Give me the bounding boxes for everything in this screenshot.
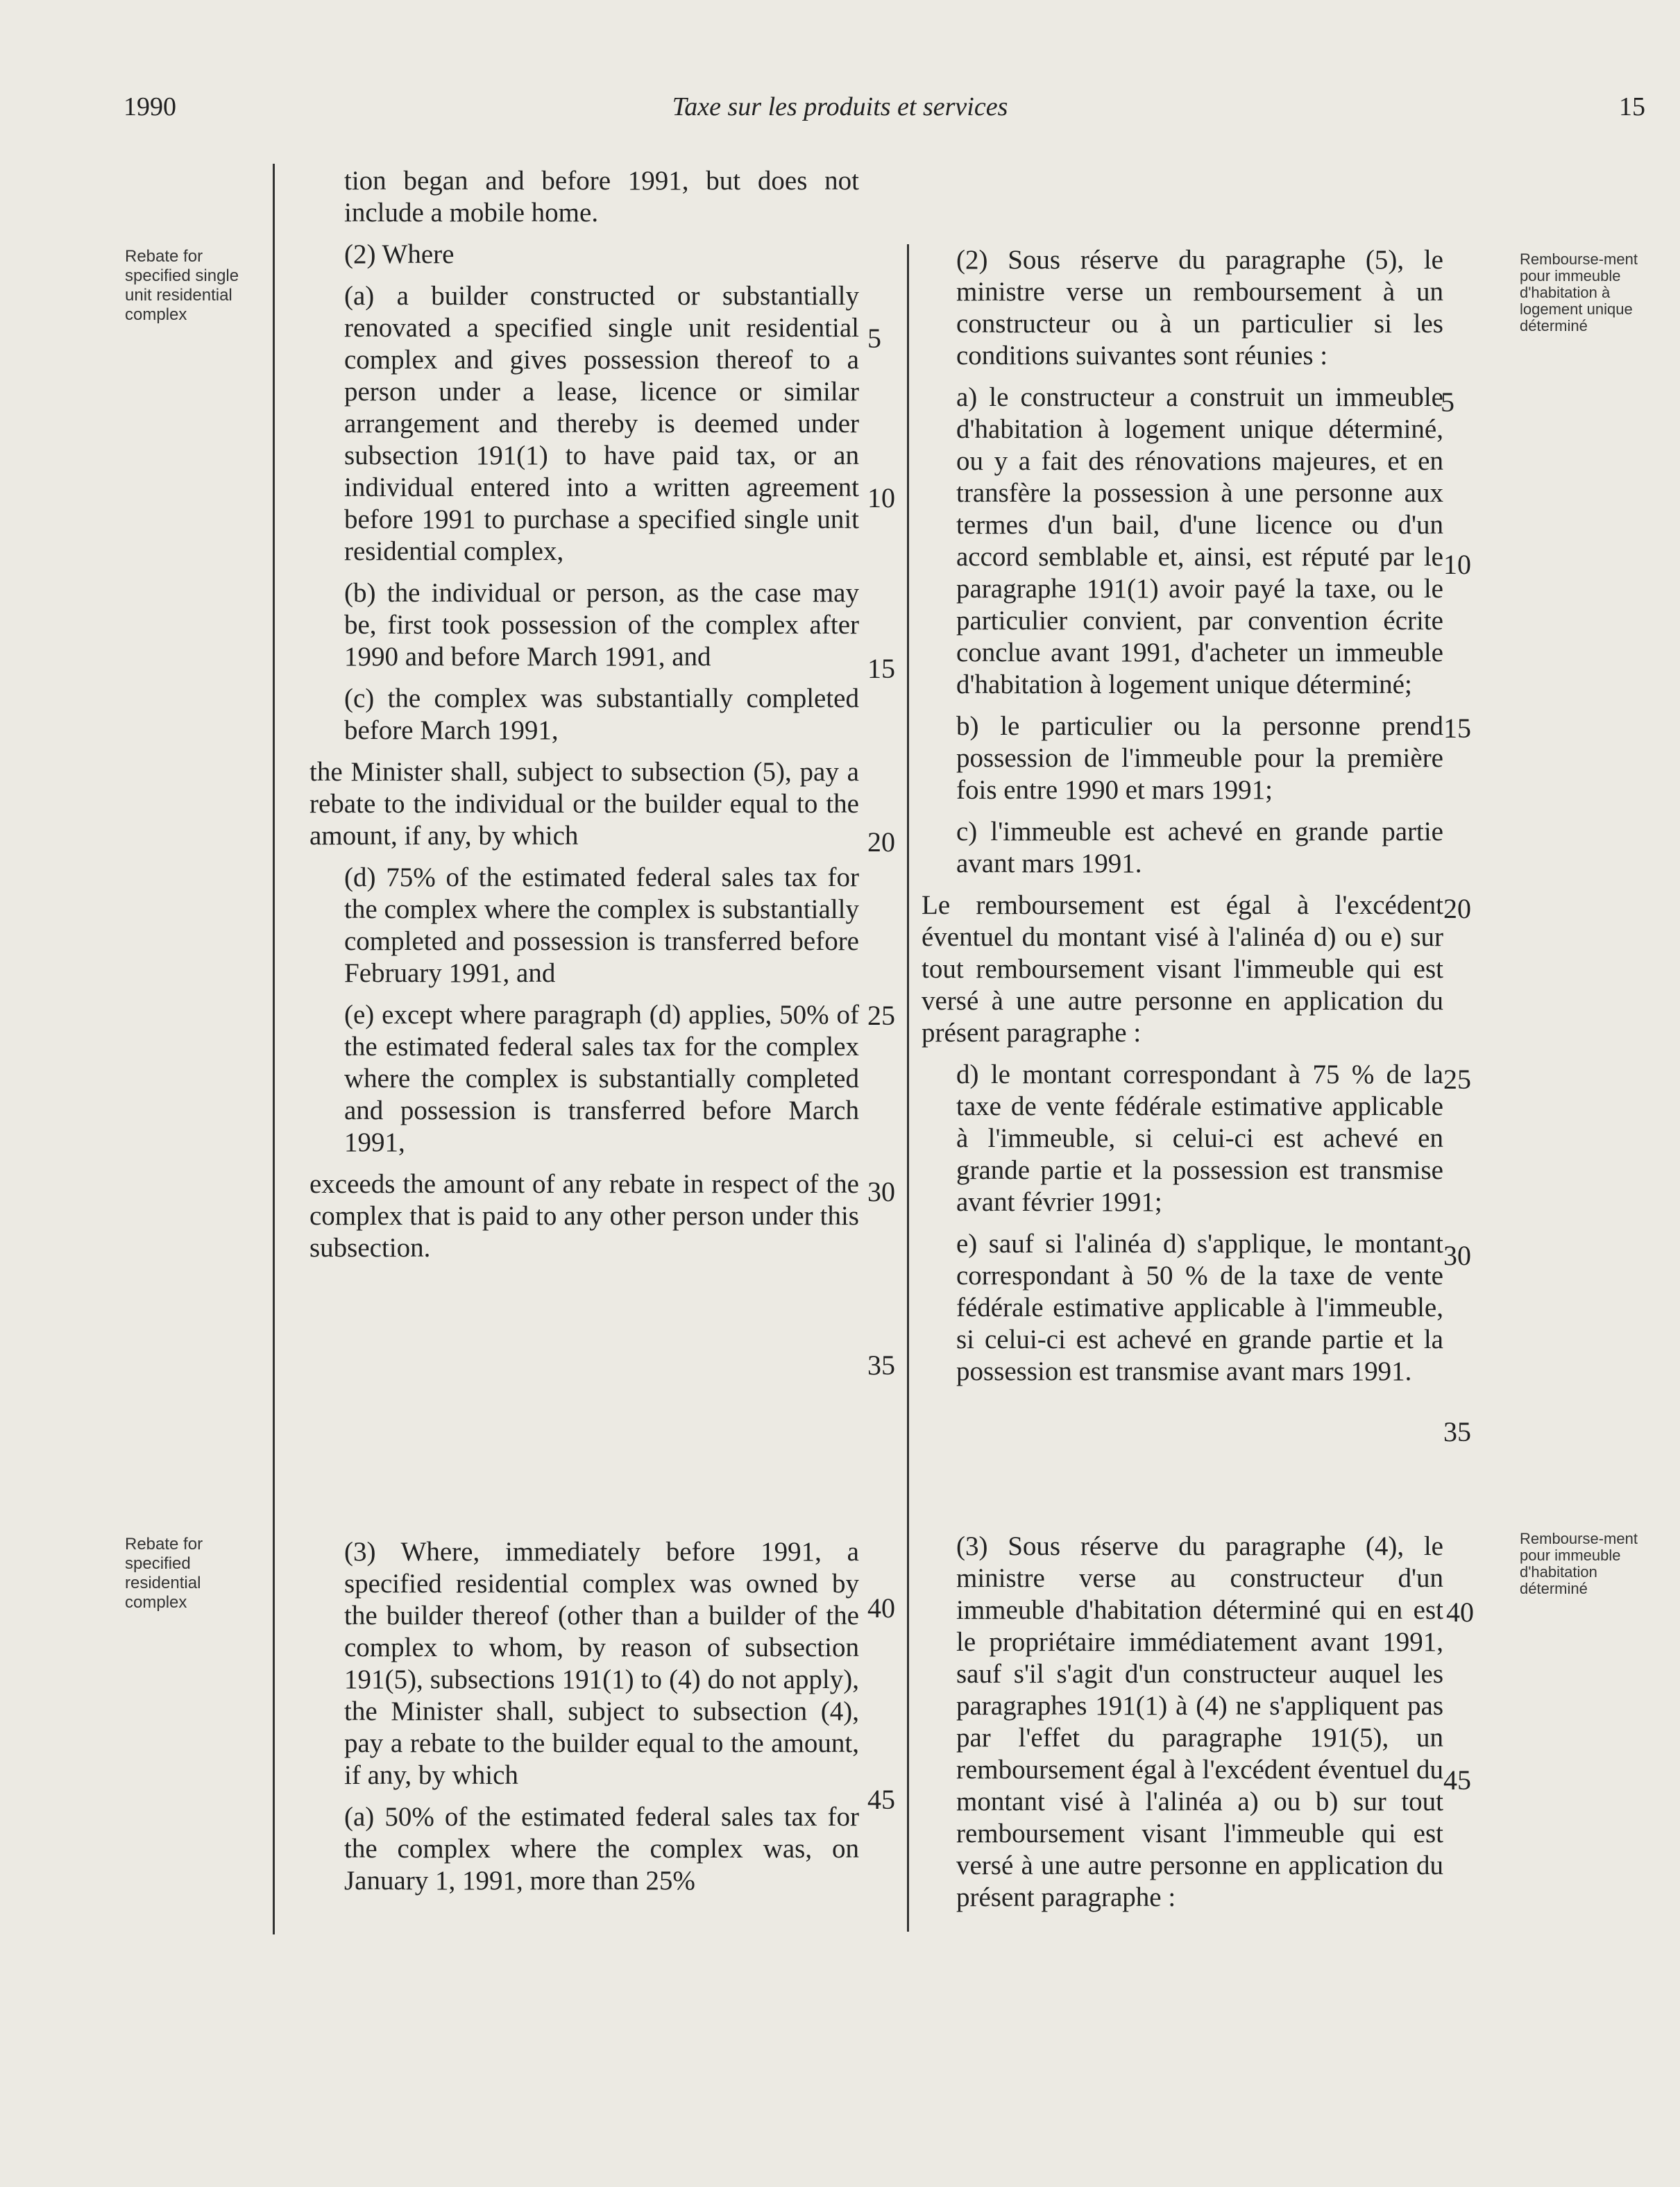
left-column-rule xyxy=(273,164,275,1934)
en-paragraph-2: (a) a builder constructed or substantially renovated a specified single unit residential complex and gives possession thereof to a person under a lease, licence or similar arrangement and thereby is deemed under subsection 191(1) to have paid tax, or an individual entered into a written agreement before 1991 to purchase a specified single unit residential complex, xyxy=(344,281,859,566)
en-paragraph-7: (e) except where paragraph (d) applies, 50% of the estimated federal sales tax for the complex where the complex is substantially completed and possession is transferred before March 1991, xyxy=(344,1000,859,1157)
line-number-fr: 45 xyxy=(1443,1764,1471,1796)
en-paragraph-0: tion began and before 1991, but does not include a mobile home. xyxy=(344,166,859,228)
english-column-part-2 xyxy=(344,1536,859,1907)
line-number-en: 10 xyxy=(867,482,895,513)
fr-paragraph-1: (2) Sous réserve du paragraphe (5), le ministre verse un remboursement à un constructeur ou à un particulier si les conditions suivantes sont réunies : xyxy=(956,245,1443,371)
margin-note-fr-1: Rembourse-ment pour immeuble d'habitation à logement unique déterminé xyxy=(1520,250,1638,334)
header-year: 1990 xyxy=(124,92,176,121)
en-paragraph-1: (2) Where xyxy=(344,239,455,269)
en-paragraph-10: (a) 50% of the estimated federal sales tax for the complex where the complex was, on January 1, 1991, more than 25% xyxy=(344,1802,859,1896)
middle-column-rule xyxy=(907,244,909,1932)
fr-paragraph-8: (3) Sous réserve du paragraphe (4), le ministre verse au constructeur d'un immeuble d'habitation déterminé qui en est le propriétaire immédiatement avant 1991, sauf s'il s'agit d'un constructeur auquel les paragraphes 191(1) à (4) ne s'appliquent pas par l'effet du paragraphe 191(5), un remboursement égal à l'excédent éventuel du montant visé à l'alinéa a) ou b) sur tout remboursement visant l'immeuble qui est versé à une autre personne en application du présent paragraphe : xyxy=(956,1531,1443,1912)
line-number-fr: 30 xyxy=(1443,1240,1471,1271)
line-number-fr: 25 xyxy=(1443,1064,1471,1095)
french-column xyxy=(922,244,1443,1397)
line-number-en: 15 xyxy=(867,653,895,684)
en-paragraph-8: exceeds the amount of any rebate in respect of the complex that is paid to any other person under this subsection. xyxy=(309,1169,859,1263)
line-number-fr: 15 xyxy=(1443,713,1471,744)
en-paragraph-9: (3) Where, immediately before 1991, a specified residential complex was owned by the builder thereof (other than a builder of the complex to whom, by reason of subsection 191(5), subsections 191(1) to (4) do not apply), the Minister shall, subject to subsection (4), pay a rebate to the builder equal to the amount, if any, by which xyxy=(344,1537,859,1790)
line-number-en: 45 xyxy=(867,1784,895,1815)
fr-paragraph-7: e) sauf si l'alinéa d) s'applique, le montant correspondant à 50 % de la taxe de vente fédérale estimative applicable à l'immeuble, si celui-ci est achevé en grande partie et la possession est transmise avant mars 1991. xyxy=(956,1229,1443,1386)
line-number-fr: 40 xyxy=(1446,1597,1474,1628)
page-number: 15 xyxy=(1619,92,1645,121)
line-number-en: 35 xyxy=(867,1350,895,1381)
line-number-fr: 5 xyxy=(1441,386,1454,418)
margin-note-en-2: Rebate for specified residential complex xyxy=(125,1535,203,1612)
margin-note-fr-2: Rembourse-ment pour immeuble d'habitation déterminé xyxy=(1520,1530,1638,1597)
en-paragraph-3: (b) the individual or person, as the case may be, first took possession of the complex after 1990 and before March 1991, and xyxy=(344,578,859,672)
line-number-fr: 10 xyxy=(1443,549,1471,580)
header-title: Taxe sur les produits et services xyxy=(672,92,1008,121)
fr-paragraph-6: d) le montant correspondant à 75 % de la taxe de vente fédérale estimative applicable à l'immeuble, si celui-ci est achevé en grande partie et la possession est transmise avant février 1991; xyxy=(956,1060,1443,1217)
line-number-en: 40 xyxy=(867,1592,895,1624)
line-number-en: 25 xyxy=(867,1000,895,1031)
en-paragraph-6: (d) 75% of the estimated federal sales tax for the complex where the complex is substantially completed and possession is transferred before February 1991, and xyxy=(344,862,859,988)
english-column xyxy=(309,165,859,1274)
margin-note-en-1: Rebate for specified single unit residential complex xyxy=(125,247,239,324)
fr-paragraph-2: a) le constructeur a construit un immeuble d'habitation à logement unique déterminé, ou y a fait des rénovations majeures, et en transfère la possession à une personne aux termes d'un bail, d'une licence ou d'un accord semblable et, ainsi, est réputé par le paragraphe 191(1) avoir payé la taxe, ou le particulier convient, par convention écrite conclue avant 1991, d'acheter un immeuble d'habitation à logement unique déterminé; xyxy=(956,382,1443,699)
french-column-part-2 xyxy=(956,1531,1443,1923)
en-paragraph-5: the Minister shall, subject to subsection (5), pay a rebate to the individual or the builder equal to the amount, if any, by which xyxy=(309,757,859,851)
line-number-fr: 20 xyxy=(1443,893,1471,924)
en-paragraph-4: (c) the complex was substantially completed before March 1991, xyxy=(344,683,859,745)
line-number-en: 30 xyxy=(867,1176,895,1207)
fr-paragraph-4: c) l'immeuble est achevé en grande partie avant mars 1991. xyxy=(956,817,1443,878)
line-number-en: 20 xyxy=(867,826,895,858)
line-number-en: 5 xyxy=(867,323,881,354)
fr-paragraph-5: Le remboursement est égal à l'excédent éventuel du montant visé à l'alinéa d) ou e) sur tout remboursement visant l'immeuble qui est versé à une autre personne en application du présent paragraphe : xyxy=(922,890,1443,1048)
line-number-fr: 35 xyxy=(1443,1416,1471,1447)
fr-paragraph-3: b) le particulier ou la personne prend possession de l'immeuble pour la première fois entre 1990 et mars 1991; xyxy=(956,711,1443,805)
